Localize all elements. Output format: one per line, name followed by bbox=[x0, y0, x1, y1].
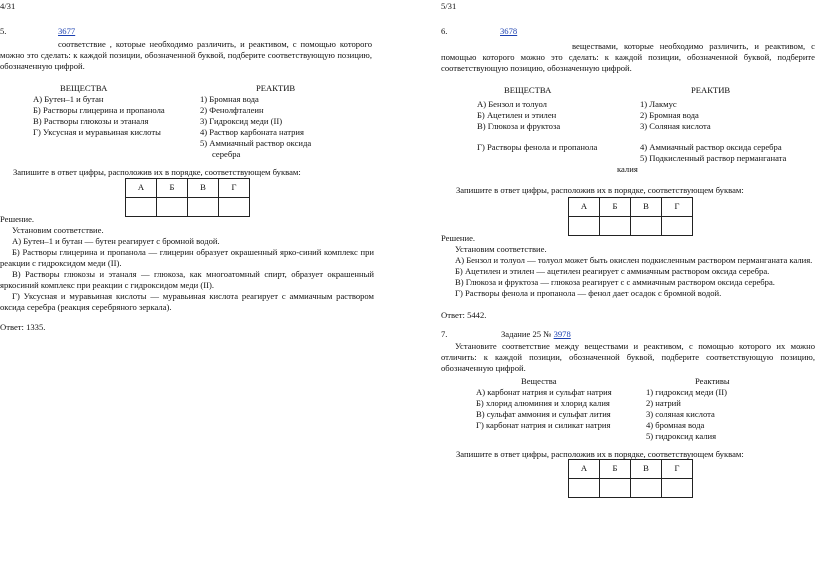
task7-substance-item: Г) карбонат натрия и силикат натрия bbox=[476, 420, 611, 430]
reagent-item: 1) Лакмус bbox=[640, 99, 677, 109]
reagent-item: 1) Бромная вода bbox=[200, 94, 259, 104]
answer-value: Ответ: 1335. bbox=[0, 322, 46, 332]
substance-item: А) Бензол и толуол bbox=[477, 99, 547, 109]
answer-instruction: Запишите в ответ цифры, расположив их в порядке, соответствующем буквам: bbox=[456, 185, 744, 195]
reagent-item: серебра bbox=[212, 149, 241, 159]
task-link[interactable]: 3677 bbox=[58, 26, 76, 36]
solution-line: Установим соответствие. bbox=[12, 225, 104, 235]
task7-reagents-header: Реактивы bbox=[695, 376, 730, 386]
letter-cell: Г bbox=[219, 179, 250, 198]
substances-header: ВЕЩЕСТВА bbox=[60, 83, 108, 93]
letter-cell: Б bbox=[157, 179, 188, 198]
answer-cell[interactable] bbox=[631, 479, 662, 498]
answer-cell[interactable] bbox=[662, 217, 693, 236]
task7-reagent-item: 1) гидроксид меди (II) bbox=[646, 387, 727, 397]
letter-cell: В bbox=[188, 179, 219, 198]
task7-substance-item: Б) хлорид алюминия и хлорид калия bbox=[476, 398, 610, 408]
letter-cell: Б bbox=[600, 198, 631, 217]
letter-cell: В bbox=[631, 460, 662, 479]
left-page bbox=[0, 0, 385, 584]
answer-instruction: Запишите в ответ цифры, расположив их в порядке, соответствующем буквам: bbox=[13, 167, 301, 177]
task7-title-prefix: Задание 25 № bbox=[501, 329, 552, 339]
reagent-item: 3) Соляная кислота bbox=[640, 121, 711, 131]
answer-value: Ответ: 5442. bbox=[441, 310, 487, 320]
letter-cell: А bbox=[126, 179, 157, 198]
solution-line: Г) Растворы фенола и пропанола — фенол дает осадок с бромной водой. bbox=[455, 288, 722, 298]
reagents-header: РЕАКТИВ bbox=[256, 83, 296, 93]
substance-item: В) Растворы глюкозы и этаналя bbox=[33, 116, 149, 126]
task7-answer-table bbox=[568, 459, 693, 498]
solution-line: А) Бутен–1 и бутан — бутен реагирует с бромной водой. bbox=[12, 236, 220, 246]
letter-cell: Г bbox=[662, 460, 693, 479]
reagent-item: 2) Фенолфталеин bbox=[200, 105, 264, 115]
solution-line: Б) Растворы глицерина и пропанола — глицерин образует окрашенный ярко-синий комплекс при реакции с гидроксидом меди (II). bbox=[0, 247, 374, 269]
reagent-item: 5) Подкисленный раствор перманганата bbox=[640, 153, 787, 163]
substance-item: А) Бутен–1 и бутан bbox=[33, 94, 104, 104]
task7-substance-item: В) сульфат аммония и сульфат лития bbox=[476, 409, 611, 419]
page-number: 4/31 bbox=[0, 1, 16, 11]
answer-table bbox=[125, 178, 250, 217]
task-intro: соответствие , которые необходимо различить, и реактивом, с помощью которого можно это сделать: к каждой позиции, обозначенной буквой, подберите соответствующую позицию, обозначенную цифрой. bbox=[0, 39, 372, 72]
task-intro: веществами, которые необходимо различить, и реактивом, с помощью которого можно это сделать: к каждой позиции, обозначенной буквой, подберите соответствующую позицию, обозначенную цифрой. bbox=[441, 41, 815, 74]
answer-cell[interactable] bbox=[157, 198, 188, 217]
task7-title bbox=[501, 329, 571, 340]
answer-cell[interactable] bbox=[126, 198, 157, 217]
solution-label: Решение. bbox=[441, 233, 476, 243]
task7-reagent-item: 2) натрий bbox=[646, 398, 681, 408]
solution-line: В) Растворы глюкозы и этаналя — глюкоза, как многоатомный спирт, образует окрашенный яркосиний комплекс при реакции с гидроксидом меди (II). bbox=[0, 269, 374, 291]
answer-cell[interactable] bbox=[569, 479, 600, 498]
letter-cell: Г bbox=[662, 198, 693, 217]
solution-line: А) Бензол и толуол — толуол может быть окислен подкисленным раствором перманганата калия. bbox=[455, 255, 813, 265]
solution-line: Установим соответствие. bbox=[455, 244, 547, 254]
answer-cell[interactable] bbox=[569, 217, 600, 236]
solution-line: В) Глюкоза и фруктоза — глюкоза реагирует с с аммиачным раствором оксида серебра. bbox=[455, 277, 775, 287]
task-number: 5. bbox=[0, 26, 7, 36]
task7-answer-instruction: Запишите в ответ цифры, расположив их в порядке, соответствующем буквам: bbox=[456, 449, 744, 459]
reagent-item: 4) Аммиачный раствор оксида серебра bbox=[640, 142, 782, 152]
reagents-header: РЕАКТИВ bbox=[691, 85, 731, 95]
reagent-item: калия bbox=[617, 164, 638, 174]
answer-cell[interactable] bbox=[662, 479, 693, 498]
substance-item: Г) Растворы фенола и пропанола bbox=[477, 142, 598, 152]
answer-cell[interactable] bbox=[631, 217, 662, 236]
task7-reagent-item: 3) соляная кислота bbox=[646, 409, 715, 419]
substance-item: Б) Растворы глицерина и пропанола bbox=[33, 105, 165, 115]
reagent-item: 4) Раствор карбоната натрия bbox=[200, 127, 304, 137]
answer-cell[interactable] bbox=[600, 479, 631, 498]
task7-text: Установите соответствие между веществами и реактивом, с помощью которого их можно отличить: к каждой позиции, обозначенной буквой, подберите соответствующую позицию, обозначенную цифрой. bbox=[441, 341, 815, 374]
reagent-item: 5) Аммиачный раствор оксида bbox=[200, 138, 312, 148]
answer-cell[interactable] bbox=[188, 198, 219, 217]
reagent-item: 2) Бромная вода bbox=[640, 110, 699, 120]
right-page bbox=[441, 0, 816, 584]
task7-reagent-item: 5) гидроксид калия bbox=[646, 431, 717, 441]
solution-line: Б) Ацетилен и этилен — ацетилен реагирует с аммиачным раствором оксида серебра. bbox=[455, 266, 770, 276]
answer-cell[interactable] bbox=[219, 198, 250, 217]
task-number: 6. bbox=[441, 26, 448, 36]
task-link[interactable]: 3678 bbox=[500, 26, 518, 36]
letter-cell: А bbox=[569, 198, 600, 217]
substance-item: В) Глюкоза и фруктоза bbox=[477, 121, 561, 131]
answer-cell[interactable] bbox=[600, 217, 631, 236]
solution-label: Решение. bbox=[0, 214, 35, 224]
substances-header: ВЕЩЕСТВА bbox=[504, 85, 552, 95]
task7-substances-header: Вещества bbox=[521, 376, 557, 386]
solution-line: Г) Уксусная и муравьиная кислоты — муравьиная кислота реагирует с аммиачным раствором оксида серебра (реакция серебряного зеркала). bbox=[0, 291, 374, 313]
answer-table bbox=[568, 197, 693, 236]
page-number: 5/31 bbox=[441, 1, 457, 11]
task7-link[interactable]: 3978 bbox=[553, 329, 571, 339]
task7-reagent-item: 4) бромная вода bbox=[646, 420, 705, 430]
reagent-item: 3) Гидроксид меди (II) bbox=[200, 116, 283, 126]
task7-number: 7. bbox=[441, 329, 448, 339]
task7-substance-item: А) карбонат натрия и сульфат натрия bbox=[476, 387, 612, 397]
substance-item: Б) Ацетилен и этилен bbox=[477, 110, 557, 120]
letter-cell: В bbox=[631, 198, 662, 217]
letter-cell: А bbox=[569, 460, 600, 479]
letter-cell: Б bbox=[600, 460, 631, 479]
substance-item: Г) Уксусная и муравьиная кислоты bbox=[33, 127, 161, 137]
